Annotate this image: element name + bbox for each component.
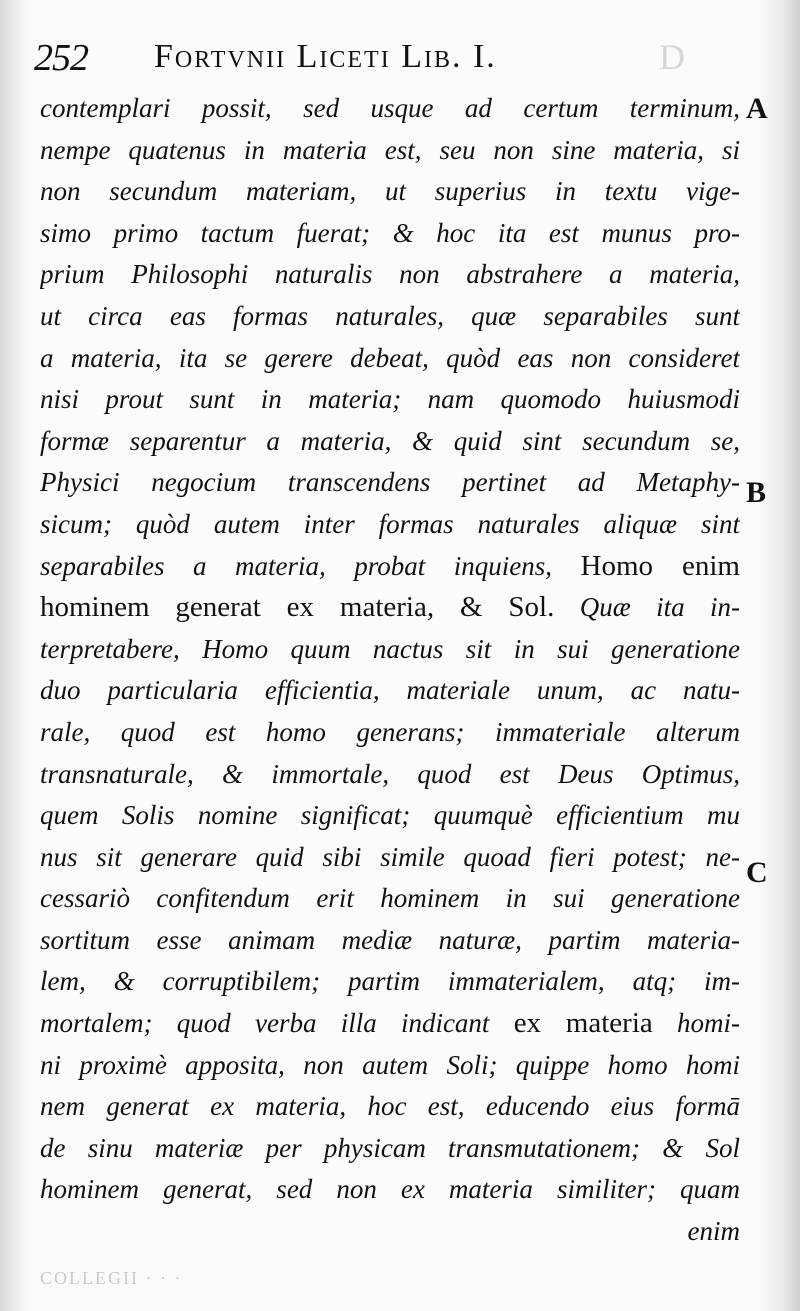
text-line: formæ separentur a materia, & quid sint secundum se,: [40, 425, 740, 456]
body-text: [40, 88, 740, 1253]
text-line: quem Solis nomine significat; quumquè efficientium mu: [40, 800, 740, 831]
running-head: Fortvnii Liceti Lib. I.: [154, 38, 497, 75]
text-line: terpretabere, Homo quum nactus sit in sui generatione: [40, 633, 740, 664]
catchword: enim: [687, 1216, 740, 1247]
text-line: Physici negocium transcendens pertinet ad Metaphy-: [40, 467, 740, 498]
text-line: simo primo tactum fuerat; & hoc ita est munus pro-: [40, 217, 740, 248]
text-line: ut circa eas formas naturales, quæ separabiles sunt: [40, 300, 740, 331]
text-line: a materia, ita se gerere debeat, quòd eas non consideret: [40, 342, 740, 373]
text-line: sicum; quòd autem inter formas naturales aliquæ sint: [40, 508, 740, 539]
text-line: sortitum esse animam mediæ naturæ, partim materia-: [40, 924, 740, 955]
text-line: prium Philosophi naturalis non abstrahere a materia,: [40, 259, 740, 290]
page-number: 252: [34, 37, 88, 79]
text-line: hominem generat, sed non ex materia similiter; quam: [40, 1174, 740, 1205]
text-line: nempe quatenus in materia est, seu non sine materia, si: [40, 134, 740, 165]
text-line: mortalem; quod verba illa indicant ex materia homi-: [40, 1007, 740, 1040]
text-line: separabiles a materia, probat inquiens, Homo enim: [40, 549, 740, 582]
text-line: rale, quod est homo generans; immateriale alterum: [40, 716, 740, 747]
ghost-show-through: D: [659, 37, 685, 77]
text-line: non secundum materiam, ut superius in textu vige-: [40, 176, 740, 207]
text-line: transnaturale, & immortale, quod est Deus Optimus,: [40, 758, 740, 789]
text-line: de sinu materiæ per physicam transmutationem; & Sol: [40, 1132, 740, 1163]
page-edge-shadow: [760, 0, 800, 1311]
bleed-through-text: COLLEGII · · ·: [40, 1268, 183, 1288]
text-line: lem, & corruptibilem; partim immaterialem, atq; im-: [40, 966, 740, 997]
text-line: hominem generat ex materia, & Sol. Quæ ita in-: [40, 591, 740, 624]
margin-letter-a: A: [746, 92, 768, 125]
text-line: nus sit generare quid sibi simile quoad fieri potest; ne-: [40, 841, 740, 872]
page-gutter-shadow: [0, 0, 30, 1311]
text-line: nisi prout sunt in materia; nam quomodo huiusmodi: [40, 384, 740, 415]
text-line: nem generat ex materia, hoc est, educendo eius formā: [40, 1091, 740, 1122]
margin-letter-c: C: [746, 856, 768, 889]
text-line: ni proximè apposita, non autem Soli; quippe homo homi: [40, 1049, 740, 1080]
margin-letter-b: B: [746, 476, 767, 509]
text-line: contemplari possit, sed usque ad certum terminum,: [40, 93, 740, 123]
page-header: [34, 36, 734, 86]
text-line: duo particularia efficientia, materiale unum, ac natu-: [40, 675, 740, 706]
text-line: cessariò confitendum erit hominem in sui generatione: [40, 883, 740, 914]
